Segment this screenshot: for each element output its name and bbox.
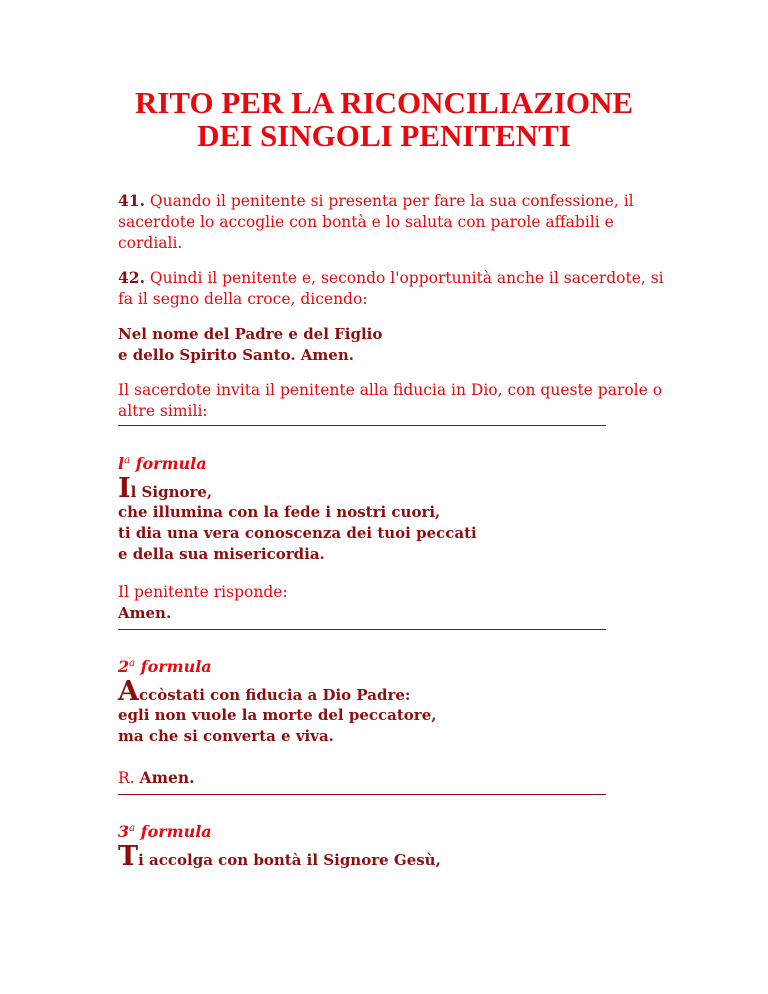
prayer-line: Nel nome del Padre e del Figlio (118, 325, 383, 343)
paragraph-42 (118, 267, 678, 310)
formula-1-prayer (118, 502, 678, 565)
formula-2-response: R. Amen. (118, 768, 195, 787)
paragraph-text: Quando il penitente si presenta per fare la sua confessione, il sacerdote lo accoglie con bontà e lo saluta con parole affabili e cordiali. (118, 192, 634, 252)
formula-1-label: $l^a$ formula (118, 454, 207, 473)
formula-1-first-line: Il Signore, (118, 473, 213, 504)
document-page (118, 0, 678, 873)
page-title (118, 86, 650, 152)
paragraph-number: 41. (118, 191, 145, 210)
prayer-line: e dello Spirito Santo. Amen. (118, 346, 354, 364)
formula-1-response-intro: Il penitente risponde: (118, 583, 288, 601)
divider (118, 794, 606, 795)
paragraph-text: Quindi il penitente e, secondo l'opportunità anche il sacerdote, si fa il segno della croce, dicendo: (118, 269, 664, 308)
formula-2-first-line: Accòstati con fiducia a Dio Padre: (118, 676, 411, 707)
prayer-line: egli non vuole la morte del peccatore, (118, 706, 437, 724)
prayer-line: e della sua misericordia. (118, 545, 325, 563)
paragraph-number: 42. (118, 268, 145, 287)
invitation-text: Il sacerdote invita il penitente alla fiducia in Dio, con queste parole o altre simili: (118, 381, 663, 420)
drop-cap: I (118, 473, 131, 504)
formula-3-first-line: Ti accolga con bontà il Signore Gesù, (118, 841, 441, 872)
formula-2-label: 2$^a$ formula (118, 657, 212, 676)
divider (118, 425, 606, 426)
paragraph-41 (118, 190, 678, 254)
formula-1-response: Amen. (118, 604, 172, 622)
prayer-line: ma che si converta e viva. (118, 727, 334, 745)
formula-2-prayer (118, 705, 678, 747)
prayer-line: ti dia una vera conoscenza dei tuoi peccati (118, 524, 477, 542)
formula-3-label: 3$^a$ formula (118, 822, 212, 841)
prayer-line: che illumina con la fede i nostri cuori, (118, 503, 441, 521)
title-line-2: DEI SINGOLI PENITENTI (197, 118, 571, 153)
drop-cap: A (118, 676, 139, 707)
sign-of-cross-prayer (118, 324, 678, 366)
drop-cap: T (118, 841, 139, 872)
divider (118, 629, 606, 630)
title-line-1: RITO PER LA RICONCILIAZIONE (134, 85, 634, 120)
